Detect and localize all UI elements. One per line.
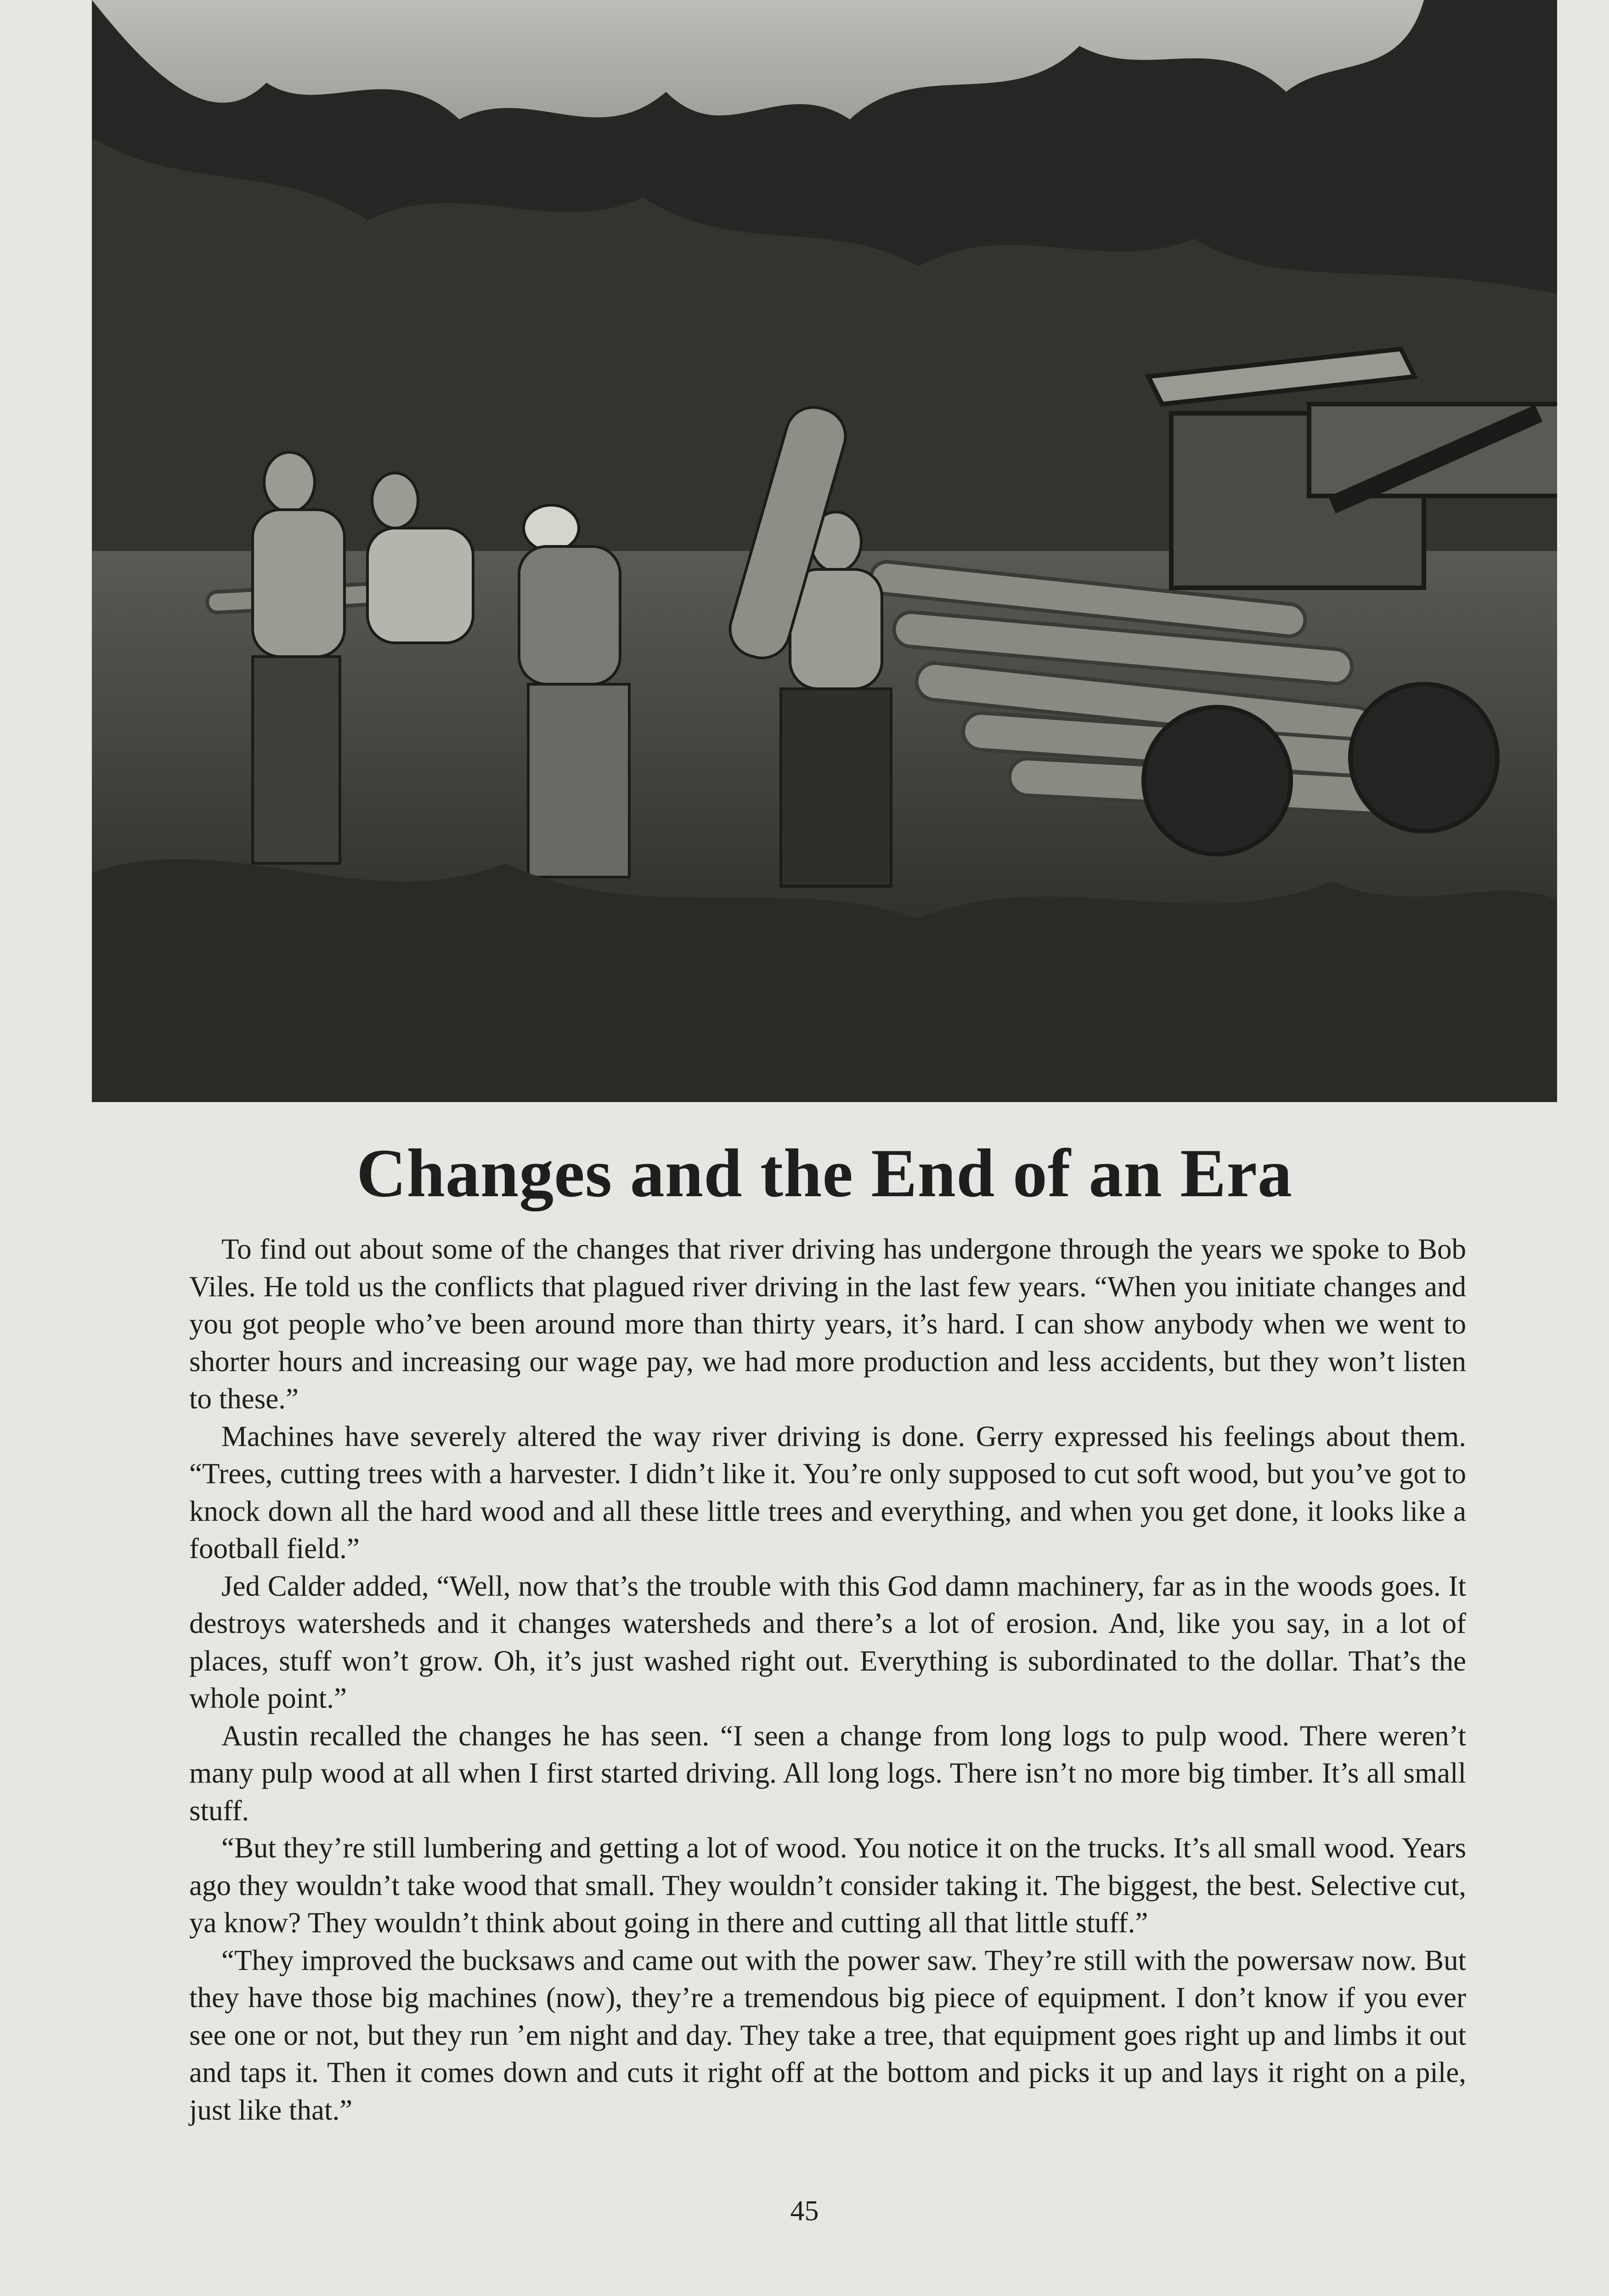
page-number: 45 xyxy=(790,2195,819,2227)
paragraph: Austin recalled the changes he has seen. “I seen a change from long logs to pulp wood. There weren’t many pulp wood at all when I first started driving. All long logs. There isn’t no more big timber. It’s all small stuff. xyxy=(189,1719,1466,1827)
article-body xyxy=(189,1231,1466,2129)
photo-illustration xyxy=(92,0,1557,1102)
paragraph: Machines have severely altered the way river driving is done. Gerry expressed his feelings about them. “Trees, cutting trees with a harvester. I didn’t like it. You’re only supposed to cut soft wood, but you’ve got to knock down all the hard wood and all these little trees and everything, and when you get done, it looks like a football field.” xyxy=(189,1420,1466,1564)
paragraph: “But they’re still lumbering and getting a lot of wood. You notice it on the trucks. It’s all small wood. Years ago they wouldn’t take wood that small. They wouldn’t consider taking it. The biggest, the best. Selective cut, ya know? They wouldn’t think about going in there and cutting all that little stuff.” xyxy=(189,1832,1466,1939)
logging-crew-photo xyxy=(92,0,1557,1102)
article-title: Changes and the End of an Era xyxy=(356,1135,1293,1211)
paragraph: Jed Calder added, “Well, now that’s the trouble with this God damn machinery, far as in the woods goes. It destroys watersheds and it changes watersheds and there’s a lot of erosion. And, like you say, in a lot of places, stuff won’t grow. Oh, it’s just washed right out. Everything is subordinated to the dollar. That’s the whole point.” xyxy=(189,1570,1466,1714)
paragraph: “They improved the bucksaws and came out with the power saw. They’re still with the powersaw now. But they have those big machines (now), they’re a tremendous big piece of equipment. I don’t know if you ever see one or not, but they run ’em night and day. They take a tree, that equipment goes right up and limbs it out and taps it. Then it comes down and cuts it right off at the bottom and picks it up and lays it right on a pile, just like that.” xyxy=(189,1944,1466,2126)
paragraph: To find out about some of the changes that river driving has undergone through the years we spoke to Bob Viles. He told us the conflicts that plagued river driving in the last few years. “When you initiate changes and you got people who’ve been around more than thirty years, it’s hard. I can show anybody when we went to shorter hours and increasing our wage pay, we had more production and less accidents, but they won’t listen to these.” xyxy=(189,1233,1466,1415)
